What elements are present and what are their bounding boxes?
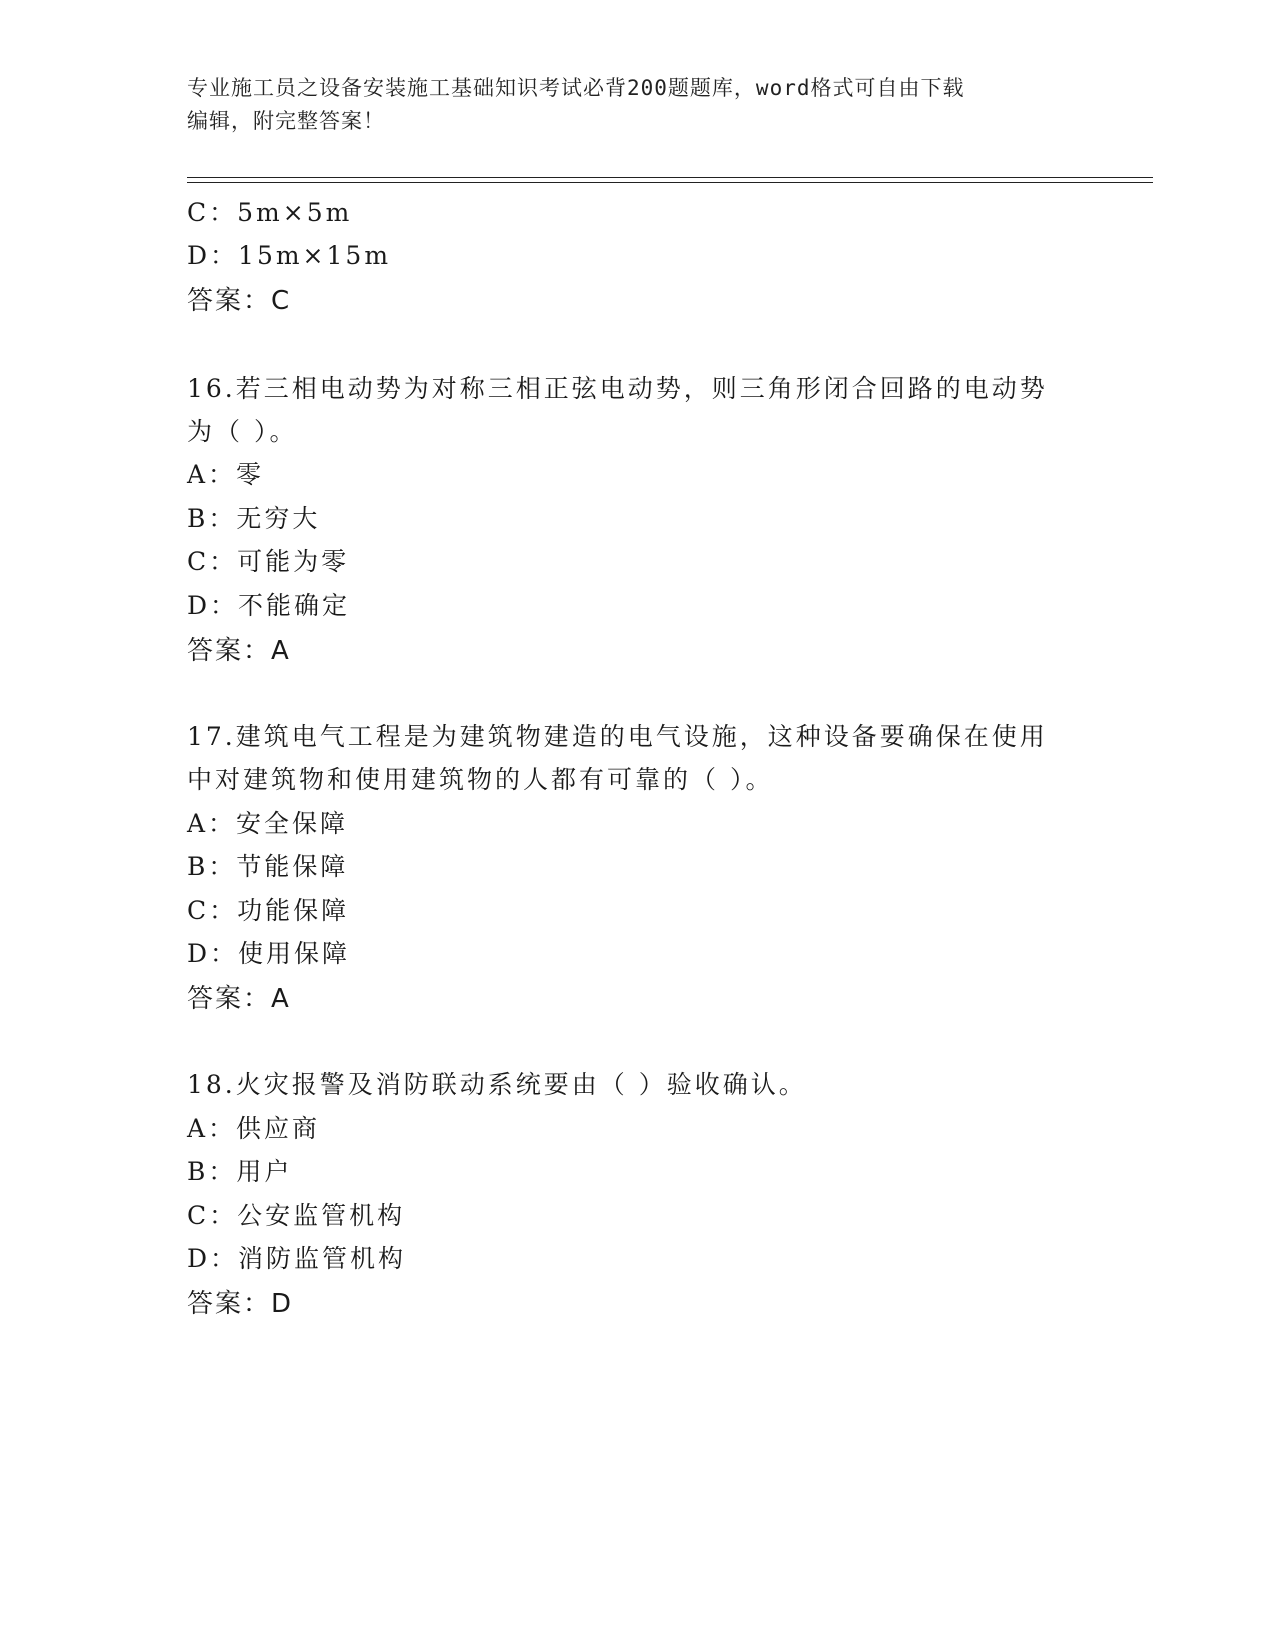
header-title-line1: 专业施工员之设备安装施工基础知识考试必背200题题库，word格式可自由下载 bbox=[187, 76, 965, 100]
q18-option-c: C：公安监管机构 bbox=[187, 1201, 406, 1230]
q16-option-c: C：可能为零 bbox=[187, 547, 350, 576]
q15-option-c: C：5m×5m bbox=[187, 198, 353, 227]
q16-option-b: B：无穷大 bbox=[187, 504, 321, 533]
q15-answer: 答案：C bbox=[187, 286, 292, 316]
q18-option-d: D：消防监管机构 bbox=[187, 1244, 407, 1273]
q17-option-b: B：节能保障 bbox=[187, 852, 349, 881]
q16-answer: 答案：A bbox=[187, 636, 291, 666]
header-title-line2: 编辑，附完整答案！ bbox=[187, 109, 385, 133]
q16-stem-line1: 16.若三相电动势为对称三相正弦电动势，则三角形闭合回路的电动势 bbox=[187, 374, 1048, 403]
q18-stem-line1: 18.火灾报警及消防联动系统要由（ ）验收确认。 bbox=[187, 1070, 807, 1099]
q17-stem-line1: 17.建筑电气工程是为建筑物建造的电气设施，这种设备要确保在使用 bbox=[187, 722, 1048, 751]
q16-stem-line2: 为（ ）。 bbox=[187, 417, 298, 446]
header-divider-bottom bbox=[187, 182, 1153, 183]
header-divider-top bbox=[187, 177, 1153, 178]
q17-stem-line2: 中对建筑物和使用建筑物的人都有可靠的（ ）。 bbox=[187, 765, 774, 794]
q16-option-a: A：零 bbox=[187, 460, 265, 489]
q18-answer: 答案：D bbox=[187, 1289, 294, 1319]
q17-option-d: D：使用保障 bbox=[187, 939, 351, 968]
q17-option-c: C：功能保障 bbox=[187, 896, 350, 925]
q16-option-d: D：不能确定 bbox=[187, 591, 351, 620]
q18-option-a: A：供应商 bbox=[187, 1114, 321, 1143]
page-header bbox=[187, 72, 1087, 138]
q17-option-a: A：安全保障 bbox=[187, 809, 349, 838]
q15-option-d: D：15m×15m bbox=[187, 241, 392, 270]
q18-option-b: B：用户 bbox=[187, 1157, 293, 1186]
q17-answer: 答案：A bbox=[187, 984, 291, 1014]
